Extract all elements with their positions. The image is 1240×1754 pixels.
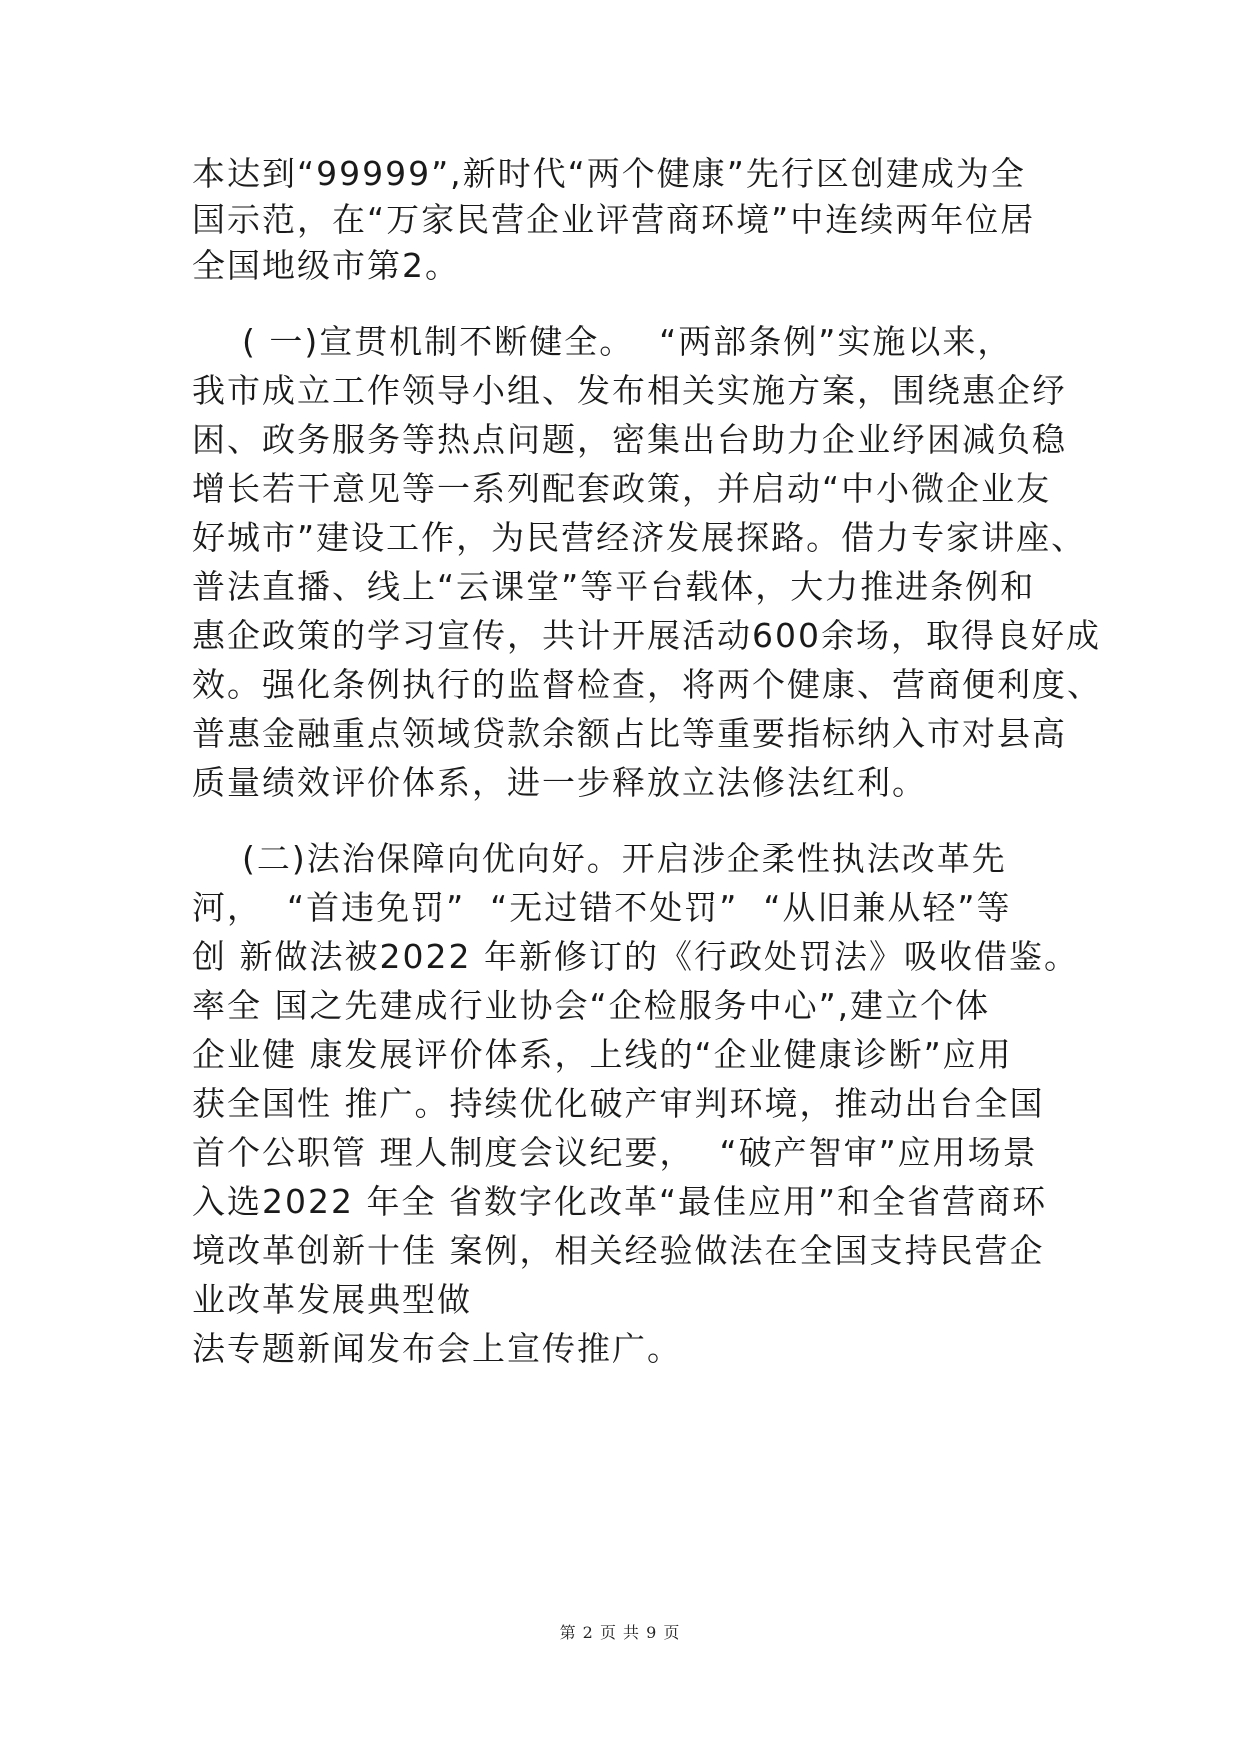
section1-line-2: 我市成立工作领导小组、发布相关实施方案，围绕惠企纾 <box>192 371 1067 410</box>
section2-tail-line: 法专题新闻发布会上宣传推广。 <box>192 1329 682 1368</box>
section2-line-10: 业改革发展典型做 <box>192 1280 472 1319</box>
intro-line-1: 本达到“99999”,新时代“两个健康”先行区创建成为全 <box>192 154 1026 193</box>
intro-line-3: 全国地级市第2。 <box>192 246 460 285</box>
section1-line-3: 困、政务服务等热点问题，密集出台助力企业纾困减负稳 <box>192 420 1067 459</box>
section1-line-4: 增长若干意见等一系列配套政策，并启动“中小微企业友 <box>192 469 1052 508</box>
section2-line-8: 入选2022 年全 省数字化改革“最佳应用”和全省营商环 <box>192 1182 1048 1221</box>
section2-heading-line: (二)法治保障向优向好。开启涉企柔性执法改革先 <box>192 839 1007 878</box>
page-number-footer: 第 2 页 共 9 页 <box>559 1623 681 1642</box>
section1-line-5: 好城市”建设工作，为民营经济发展探路。借力专家讲座、 <box>192 518 1087 557</box>
section1-line-10: 质量绩效评价体系，进一步释放立法修法红利。 <box>192 763 927 802</box>
section1-line-9: 普惠金融重点领域贷款余额占比等重要指标纳入市对县高 <box>192 714 1067 753</box>
section2-line-5: 企业健 康发展评价体系，上线的“企业健康诊断”应用 <box>192 1035 1013 1074</box>
section1-line-7: 惠企政策的学习宣传，共计开展活动600余场，取得良好成 <box>192 616 1101 655</box>
section2-line-3: 创 新做法被2022 年新修订的《行政处罚法》吸收借鉴。 <box>192 937 1079 976</box>
section2-line-9: 境改革创新十佳 案例，相关经验做法在全国支持民营企 <box>192 1231 1045 1270</box>
section1-heading-line: ( 一)宣贯机制不断健全。 “两部条例”实施以来， <box>192 322 1013 361</box>
intro-line-2: 国示范，在“万家民营企业评营商环境”中连续两年位居 <box>192 200 1036 239</box>
section2-line-2: 河， “首违免罚” “无过错不处罚” “从旧兼从轻”等 <box>192 888 1012 927</box>
section1-line-8: 效。强化条例执行的监督检查，将两个健康、营商便利度、 <box>192 665 1102 704</box>
section1-line-6: 普法直播、线上“云课堂”等平台载体，大力推进条例和 <box>192 567 1036 606</box>
section2-line-4: 率全 国之先建成行业协会“企检服务中心”,建立个体 <box>192 986 991 1025</box>
section2-line-6: 获全国性 推广。持续优化破产审判环境，推动出台全国 <box>192 1084 1045 1123</box>
section2-line-7: 首个公职管 理人制度会议纪要， “破产智审”应用场景 <box>192 1133 1038 1172</box>
